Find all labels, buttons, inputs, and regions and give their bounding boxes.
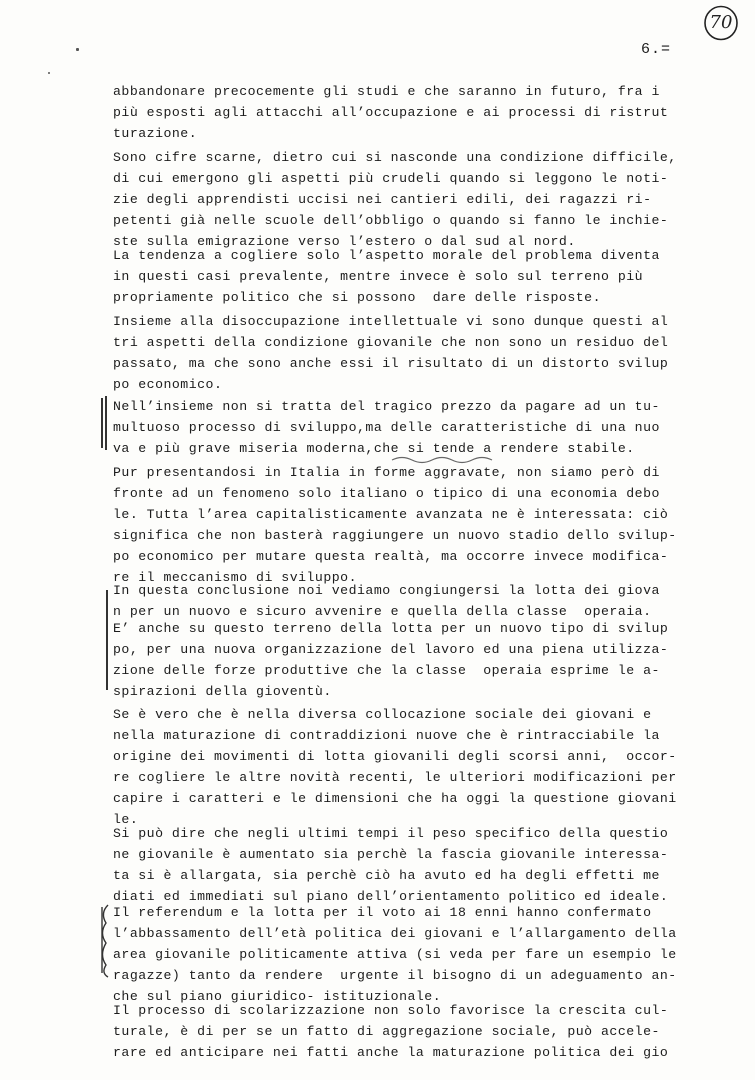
paragraph-12: [113, 1000, 728, 1063]
text-line: diati ed immediati sul piano dell’orientamento politico ed ideale.: [113, 889, 669, 904]
text-line: re il meccanismo di sviluppo.: [113, 570, 357, 585]
text-line: di cui emergono gli aspetti più crudeli quando si leggono le noti-: [113, 171, 669, 186]
text-line: zione delle forze produttive che la classe operaia esprime le a-: [113, 663, 660, 678]
paragraph-4: [113, 311, 728, 395]
paragraph-9: [113, 704, 728, 830]
text-line: l’abbassamento dell’età politica dei giovani e l’allargamento della: [113, 926, 677, 941]
text-line: capire i caratteri e le dimensioni che ha oggi la questione giovani: [113, 791, 677, 806]
text-line: abbandonare precocemente gli studi e che saranno in futuro, fra i: [113, 84, 660, 99]
paragraph-7: [113, 580, 728, 622]
margin-mark: [101, 398, 103, 448]
text-line: Il referendum e la lotta per il voto ai 18 enni hanno confermato: [113, 905, 652, 920]
paragraph-11: [113, 902, 728, 1007]
text-line: origine dei movimenti di lotta giovanili degli scorsi anni, occor-: [113, 749, 677, 764]
paragraph-8: [113, 618, 728, 702]
text-line: po economico per mutare questa realtà, ma occorre invece modifica-: [113, 549, 669, 564]
text-line: ragazze) tanto da rendere urgente il bisogno di un adeguamento an-: [113, 968, 677, 983]
text-line: Il processo di scolarizzazione non solo favorisce la crescita cul-: [113, 1003, 669, 1018]
text-line: va e più grave miseria moderna,che si tende a rendere stabile.: [113, 441, 635, 456]
text-line: Sono cifre scarne, dietro cui si nasconde una condizione difficile,: [113, 150, 677, 165]
paragraph-6: [113, 462, 728, 588]
scan-speck: [48, 72, 50, 74]
text-line: Se è vero che è nella diversa collocazione sociale dei giovani e: [113, 707, 652, 722]
paragraph-10: [113, 823, 728, 907]
text-line: area giovanile politicamente attiva (si veda per fare un esempio le: [113, 947, 677, 962]
text-line: tri aspetti della condizione giovanile che non sono un residuo del: [113, 335, 669, 350]
text-line: po economico.: [113, 377, 223, 392]
text-line: n per un nuovo e sicuro avvenire e quella della classe operaia.: [113, 604, 652, 619]
text-line: più esposti agli attacchi all’occupazione e ai processi di ristrut: [113, 105, 669, 120]
text-line: E’ anche su questo terreno della lotta per un nuovo tipo di svilup: [113, 621, 669, 636]
margin-mark: [105, 396, 107, 450]
paragraph-2: [113, 147, 728, 252]
text-line: Insieme alla disoccupazione intellettuale vi sono dunque questi al: [113, 314, 669, 329]
text-line: re cogliere le altre novità recenti, le ulteriori modificazioni per: [113, 770, 677, 785]
text-line: nella maturazione di contraddizioni nuove che è rintracciabile la: [113, 728, 660, 743]
scan-speck: [76, 48, 79, 51]
text-line: rare ed anticipare nei fatti anche la maturazione politica dei gio: [113, 1045, 669, 1060]
text-line: po, per una nuova organizzazione del lavoro ed una piena utilizza-: [113, 642, 669, 657]
text-line: le.: [113, 812, 139, 827]
text-line: fronte ad un fenomeno solo italiano o tipico di una economia debo: [113, 486, 660, 501]
paragraph-3: [113, 245, 728, 308]
text-line: Nell’insieme non si tratta del tragico prezzo da pagare ad un tu-: [113, 399, 660, 414]
text-line: La tendenza a cogliere solo l’aspetto morale del problema diventa: [113, 248, 660, 263]
text-line: petenti già nelle scuole dell’obbligo o quando si fanno le inchie-: [113, 213, 669, 228]
paragraph-1: [113, 81, 728, 144]
text-line: passato, ma che sono anche essi il risultato di un distorto svilup: [113, 356, 669, 371]
text-line: significa che non basterà raggiungere un nuovo stadio dello svilup-: [113, 528, 677, 543]
text-line: spirazioni della gioventù.: [113, 684, 332, 699]
text-line: le. Tutta l’area capitalisticamente avanzata ne è interessata: ciò: [113, 507, 669, 522]
text-line: Si può dire che negli ultimi tempi il peso specifico della questio: [113, 826, 669, 841]
text-line: zie degli apprendisti uccisi nei cantieri edili, dei ragazzi ri-: [113, 192, 652, 207]
text-line: turazione.: [113, 126, 198, 141]
text-line: In questa conclusione noi vediamo congiungersi la lotta dei giova: [113, 583, 660, 598]
text-line: ne giovanile è aumentato sia perchè la fascia giovanile interessa-: [113, 847, 669, 862]
text-line: Pur presentandosi in Italia in forme aggravate, non siamo però di: [113, 465, 660, 480]
page-number: 6.=: [641, 41, 672, 58]
stamp-label: 70: [709, 12, 733, 33]
text-line: multuoso processo di sviluppo,ma delle caratteristiche di una nuo: [113, 420, 660, 435]
text-line: ta si è allargata, sia perchè ciò ha avuto ed ha degli effetti me: [113, 868, 660, 883]
text-line: propriamente politico che si possono dare delle risposte.: [113, 290, 601, 305]
text-line: in questi casi prevalente, mentre invece è solo sul terreno più: [113, 269, 644, 284]
handwritten-page-stamp: [703, 5, 739, 41]
text-line: turale, è di per se un fatto di aggregazione sociale, può accele-: [113, 1024, 660, 1039]
margin-bracket-mark: [96, 903, 112, 979]
paragraph-5: [113, 396, 728, 459]
text-line: che sul piano giuridico- istituzionale.: [113, 989, 442, 1004]
margin-mark: [106, 590, 108, 690]
text-line: ste sulla emigrazione verso l’estero o dal sud al nord.: [113, 234, 576, 249]
